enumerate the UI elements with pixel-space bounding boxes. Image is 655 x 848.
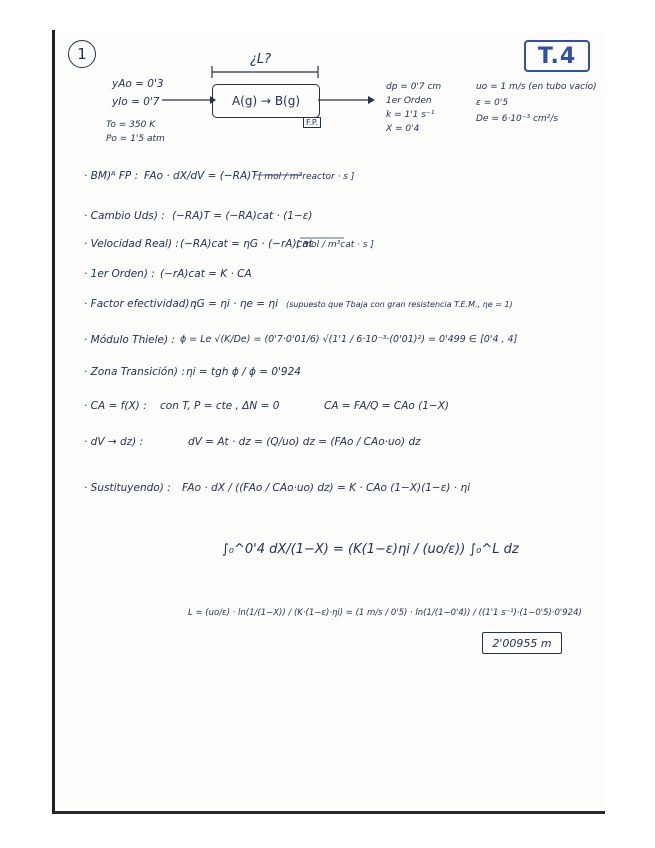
- reaction-condition: X = 0'4: [386, 124, 420, 134]
- step-label: · Cambio Uds) :: [84, 210, 165, 222]
- step-label: · Factor efectividad) :: [84, 298, 197, 310]
- step-label: · CA = f(X) :: [84, 400, 147, 412]
- inlet-condition: yIo = 0'7: [112, 96, 160, 108]
- reaction-condition: uo = 1 m/s (en tubo vacío): [476, 82, 597, 92]
- step-expression: (−rA)cat = K · CA: [160, 268, 252, 280]
- reactor-tag: F.P.: [303, 117, 321, 128]
- step-label: · dV → dz) :: [84, 436, 144, 448]
- reaction-condition: 1er Orden: [386, 96, 432, 106]
- step-expression: FAo · dX / ((FAo / CAo·uo) dz) = K · CAo (1−X)(1−ε) · ηi: [182, 482, 471, 494]
- step-label: · Zona Transición) :: [84, 366, 185, 378]
- step-units: [ mol / m³cat · s ]: [296, 240, 374, 250]
- step-label: · BM)ᴬ FP :: [84, 170, 139, 182]
- reaction-condition: ε = 0'5: [476, 98, 509, 108]
- reaction-condition: dp = 0'7 cm: [386, 82, 442, 92]
- integral-expression: ∫₀^0'4 dX/(1−X) = (K(1−ε)ηi / (uo/ε)) ∫₀^L dz: [222, 542, 519, 557]
- inlet-condition: Po = 1'5 atm: [106, 134, 165, 144]
- step-label: · 1er Orden) :: [84, 268, 155, 280]
- step-units: (supuesto que Tbaja con gran resistencia T.E.M., ηe = 1): [286, 300, 513, 309]
- inlet-condition: To = 350 K: [106, 120, 156, 130]
- step-expression: (−RA)cat = ηG · (−rA)cat: [180, 238, 313, 250]
- reaction-condition: k = 1'1 s⁻¹: [386, 110, 435, 120]
- step-expression: ϕ = Le √(K/De) = (0'7·0'01/6) √(1'1 / 6·10⁻³·(0'01)²) = 0'499 ∈ [0'4 , 4]: [180, 334, 518, 345]
- step-expression: con T, P = cte , ΔN = 0: [160, 400, 280, 412]
- inlet-condition: yAo = 0'3: [112, 78, 164, 90]
- length-label: ¿L?: [250, 52, 272, 67]
- step-expression: dV = At · dz = (Q/uo) dz = (FAo / CAo·uo) dz: [188, 436, 421, 448]
- step-label: · Módulo Thiele) :: [84, 334, 175, 346]
- reactor-box: A(g) → B(g): [212, 84, 320, 118]
- step-label: · Velocidad Real) :: [84, 238, 179, 250]
- step-units: [ mol / m³reactor · s ]: [258, 172, 355, 182]
- final-result: 2'00955 m: [482, 632, 562, 654]
- step-label: · Sustituyendo) :: [84, 482, 171, 494]
- step-expression: FAo · dX/dV = (−RA)T: [144, 170, 258, 182]
- topic-label: T.4: [524, 40, 590, 72]
- step-expression: ηi = tgh ϕ / ϕ = 0'924: [186, 366, 301, 378]
- reaction-condition: De = 6·10⁻³ cm²/s: [476, 114, 559, 124]
- final-expression: L = (uo/ε) · ln(1/(1−X)) / (K·(1−ε)·ηi) = (1 m/s / 0'5) · ln(1/(1−0'4)) / ((1'1 s⁻¹)·(1−0'5)·0'924): [188, 608, 582, 618]
- step-expression: (−RA)T = (−RA)cat · (1−ε): [172, 210, 313, 222]
- step-expression: ηG = ηi · ηe = ηi: [190, 298, 279, 310]
- step-units: CA = FA/Q = CAo (1−X): [324, 400, 450, 412]
- problem-number: 1: [68, 40, 96, 68]
